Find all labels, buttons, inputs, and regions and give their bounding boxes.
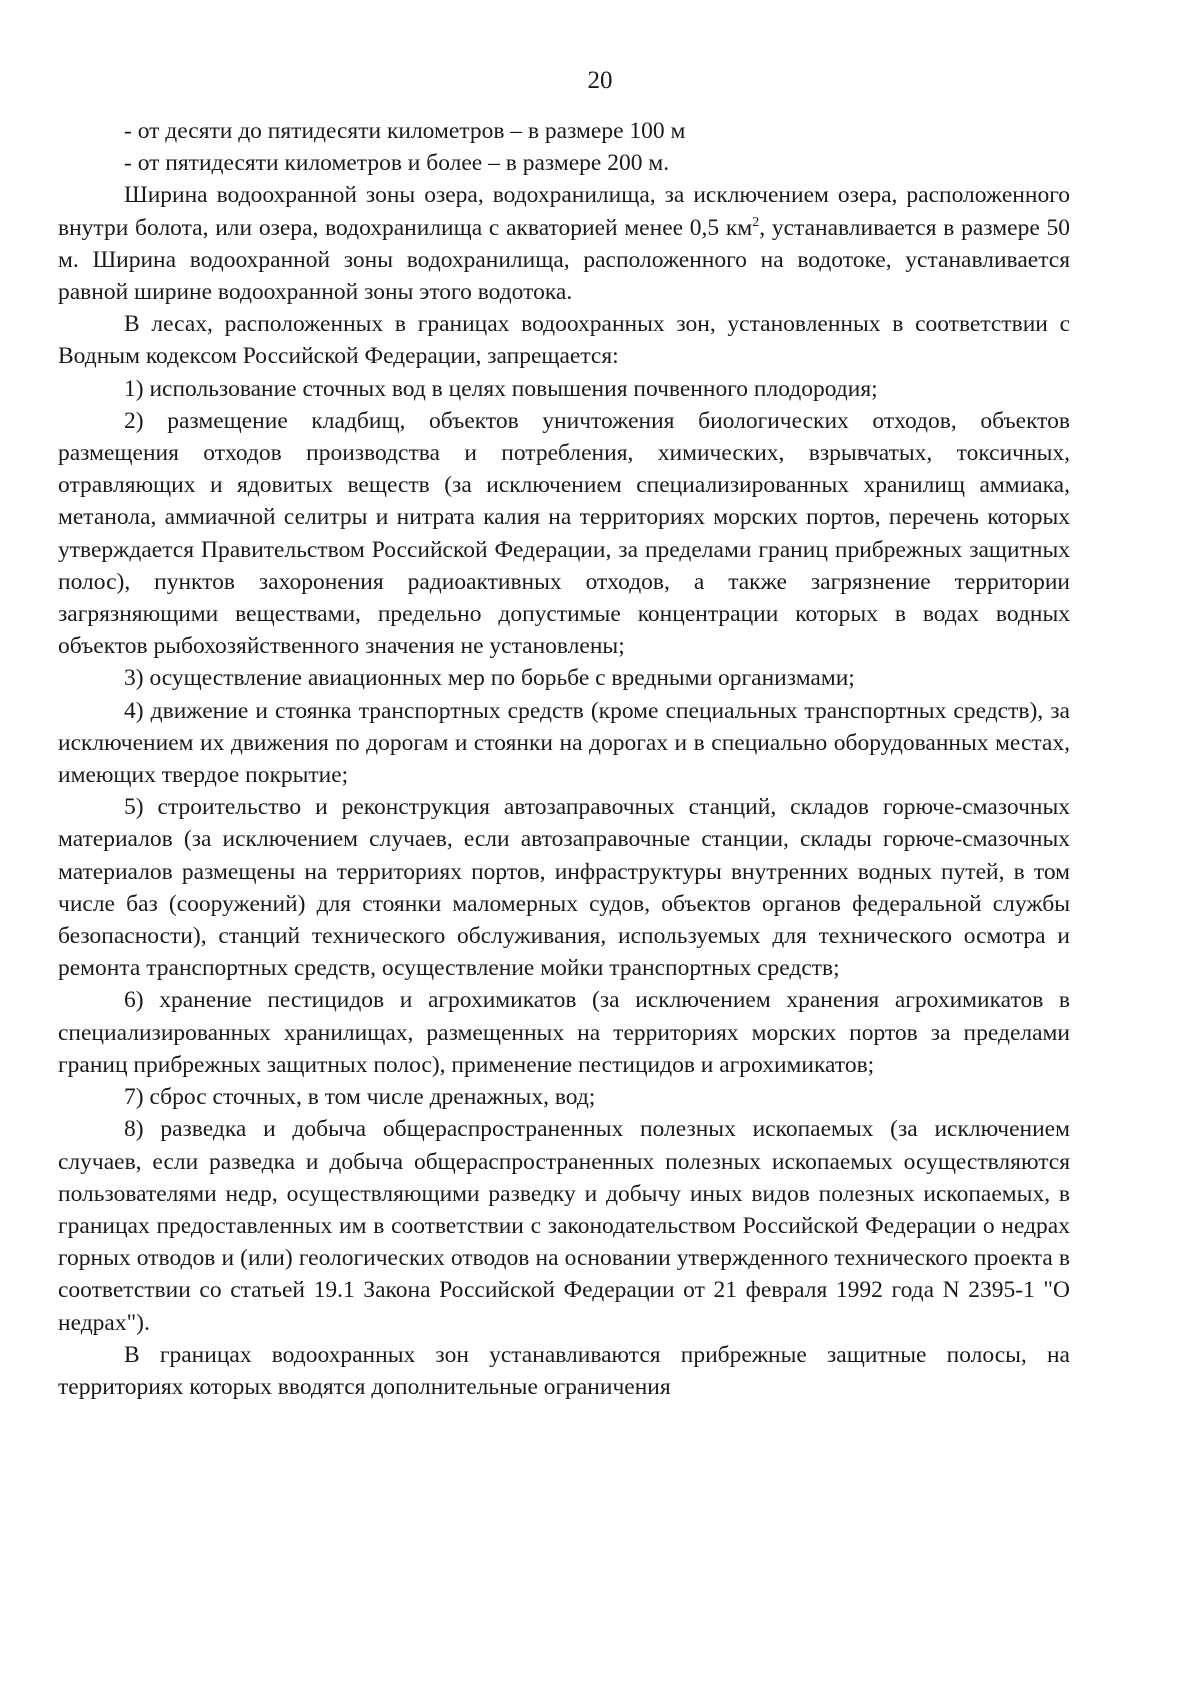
list-item-5: 5) строительство и реконструкция автозаправочных станций, складов горюче-смазочных материалов (за исключением случаев, если автозаправочные станции, склады горюче-смазочных материалов размещены на территориях портов, инфраструктуры внутренних водных путей, в том числе баз (сооружений) для стоянки маломерных судов, объектов органов федеральной службы безопасности), станций технического обслуживания, используемых для технического осмотра и ремонта транспортных средств, осуществление мойки транспортных средств; — [58, 794, 1070, 982]
list-item-2: 2) размещение кладбищ, объектов уничтожения биологических отходов, объектов размещения отходов производства и потребления, химических, взрывчатых, токсичных, отравляющих и ядовитых веществ (за исключением специализированных хранилищ аммиака, метанола, аммиачной селитры и нитрата калия на территориях морских портов, перечень которых утверждается Правительством Российской Федерации, за пределами границ прибрежных защитных полос), пунктов захоронения радиоактивных отходов, а также загрязнение территории загрязняющими веществами, предельно допустимые концентрации которых в водах водных объектов рыбохозяйственного значения не установлены; — [58, 407, 1070, 660]
paragraph-water-zone-width — [58, 179, 1070, 308]
paragraph-water-zone-width-part2: , устанавливается в размере 50 м. Ширина водоохранной зоны водохранилища, расположенного на водотоке, устанавливается равной ширине водоохранной зоны этого водотока. — [58, 214, 1070, 306]
list-item-6: 6) хранение пестицидов и агрохимикатов (за исключением хранения агрохимикатов в специализированных хранилищах, размещенных на территориях морских портов за пределами границ прибрежных защитных полос), применение пестицидов и агрохимикатов; — [58, 987, 1070, 1078]
list-item-4: 4) движение и стоянка транспортных средств (кроме специальных транспортных средств), за исключением их движения по дорогам и стоянки на дорогах и в специально оборудованных местах, имеющих твердое покрытие; — [58, 697, 1070, 789]
list-item-8: 8) разведка и добыча общераспространенных полезных ископаемых (за исключением случаев, если разведка и добыча общераспространенных полезных ископаемых осуществляются пользователями недр, осуществляющими разведку и добычу иных видов полезных ископаемых, в границах предоставленных им в соответствии с законодательством Российской Федерации о недрах горных отводов и (или) геологических отводов на основании утвержденного технического проекта в соответствии со статьей 19.1 Закона Российской Федерации от 21 февраля 1992 года N 2395-1 "О недрах"). — [58, 1116, 1070, 1336]
paragraph-water-zone-width-part1: Ширина водоохранной зоны озера, водохранилища, за исключением озера, расположенного внутри болота, или озера, водохранилища с акваторией менее 0,5 км — [58, 182, 1070, 241]
document-body — [58, 115, 1070, 1403]
superscript-km2: 2 — [752, 214, 760, 230]
paragraph-forest-prohibitions-intro: В лесах, расположенных в границах водоохранных зон, установленных в соответствии с Водным кодексом Российской Федерации, запрещается: — [58, 311, 1070, 370]
paragraph-coastal-protective-strips: В границах водоохранных зон устанавливаются прибрежные защитные полосы, на территориях которых вводятся дополнительные ограничения — [58, 1341, 1070, 1400]
paragraph-dash-item-2: - от пятидесяти километров и более – в размере 200 м. — [124, 150, 670, 177]
list-item-1: 1) использование сточных вод в целях повышения почвенного плодородия; — [124, 375, 878, 402]
page-number: 20 — [587, 67, 613, 94]
list-item-3: 3) осуществление авиационных мер по борьбе с вредными организмами; — [124, 665, 855, 692]
paragraph-dash-item-1: - от десяти до пятидесяти километров – в размере 100 м — [124, 118, 686, 144]
list-item-7: 7) сброс сточных, в том числе дренажных, вод; — [124, 1084, 596, 1111]
